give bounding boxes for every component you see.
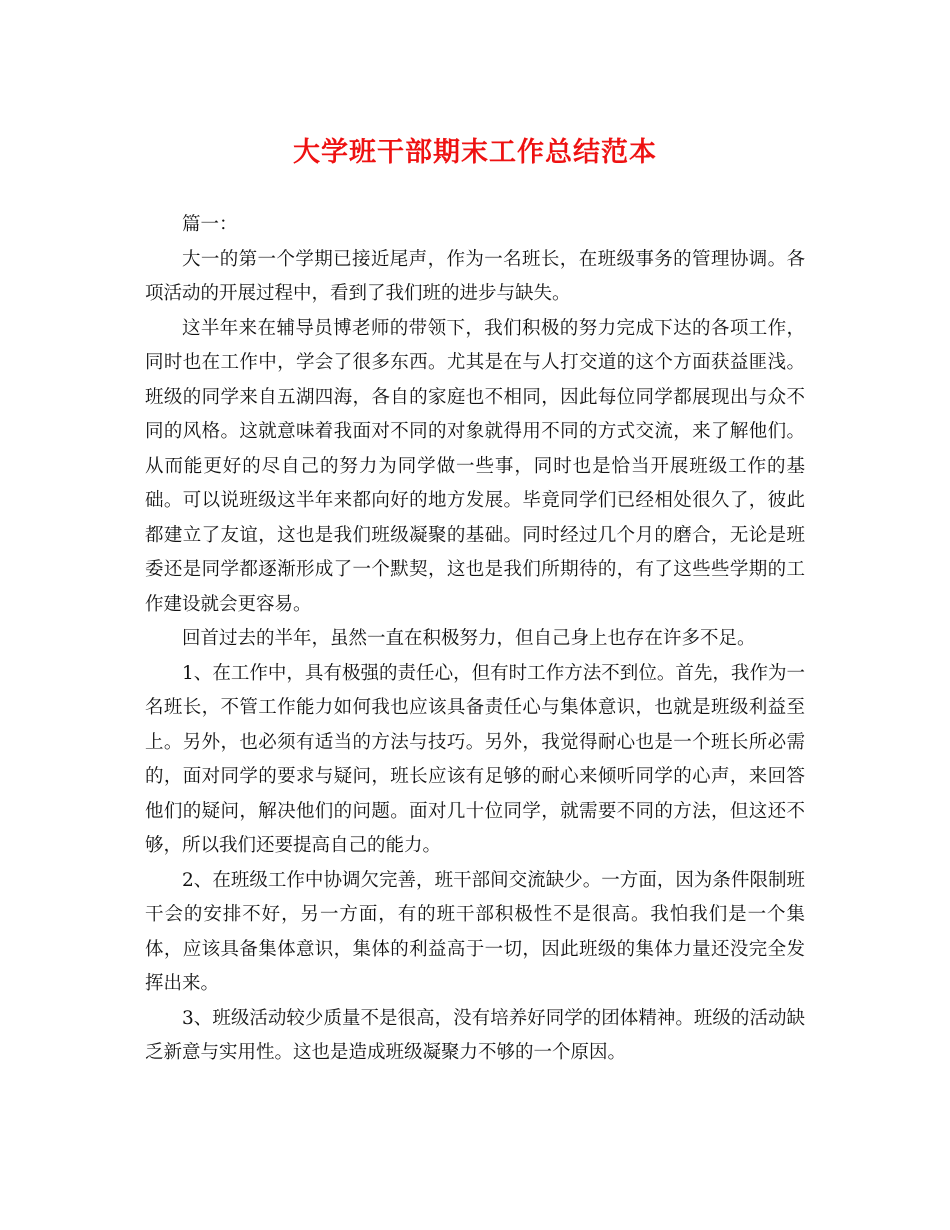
paragraph: 3、班级活动较少质量不是很高，没有培养好同学的团体精神。班级的活动缺乏新意与实用性。这也是造成班级凝聚力不够的一个原因。	[145, 1007, 805, 1063]
paragraph: 回首过去的半年，虽然一直在积极努力，但自己身上也存在许多不足。	[182, 628, 756, 649]
document-body	[145, 208, 805, 1071]
paragraph: 1、在工作中，具有极强的责任心，但有时工作方法不到位。首先，我作为一名班长，不管工作能力如何我也应该具备责任心与集体意识，也就是班级利益至上。另外，也必须有适当的方法与技巧。另外，我觉得耐心也是一个班长所必需的，面对同学的要求与疑问，班长应该有足够的耐心来倾听同学的心声，来回答他们的疑问，解决他们的问题。面对几十位同学，就需要不同的方法，但这还不够，所以我们还要提高自己的能力。	[145, 662, 805, 856]
section-heading: 篇一：	[182, 214, 238, 235]
document-title: 大学班干部期末工作总结范本	[293, 137, 657, 168]
paragraph: 大一的第一个学期已接近尾声，作为一名班长，在班级事务的管理协调。各项活动的开展过程中，看到了我们班的进步与缺失。	[145, 248, 805, 304]
paragraph: 这半年来在辅导员博老师的带领下，我们积极的努力完成下达的各项工作，同时也在工作中，学会了很多东西。尤其是在与人打交道的这个方面获益匪浅。班级的同学来自五湖四海，各自的家庭也不相同，因此每位同学都展现出与众不同的风格。这就意味着我面对不同的对象就得用不同的方式交流，来了解他们。从而能更好的尽自己的努力为同学做一些事，同时也是恰当开展班级工作的基础。可以说班级这半年来都向好的地方发展。毕竟同学们已经相处很久了，彼此都建立了友谊，这也是我们班级凝聚的基础。同时经过几个月的磨合，无论是班委还是同学都逐渐形成了一个默契，这也是我们所期待的，有了这些些学期的工作建设就会更容易。	[145, 317, 805, 615]
paragraph: 2、在班级工作中协调欠完善，班干部间交流缺少。一方面，因为条件限制班干会的安排不好，另一方面，有的班干部积极性不是很高。我怕我们是一个集体，应该具备集体意识，集体的利益高于一切，因此班级的集体力量还没完全发挥出来。	[145, 869, 805, 994]
